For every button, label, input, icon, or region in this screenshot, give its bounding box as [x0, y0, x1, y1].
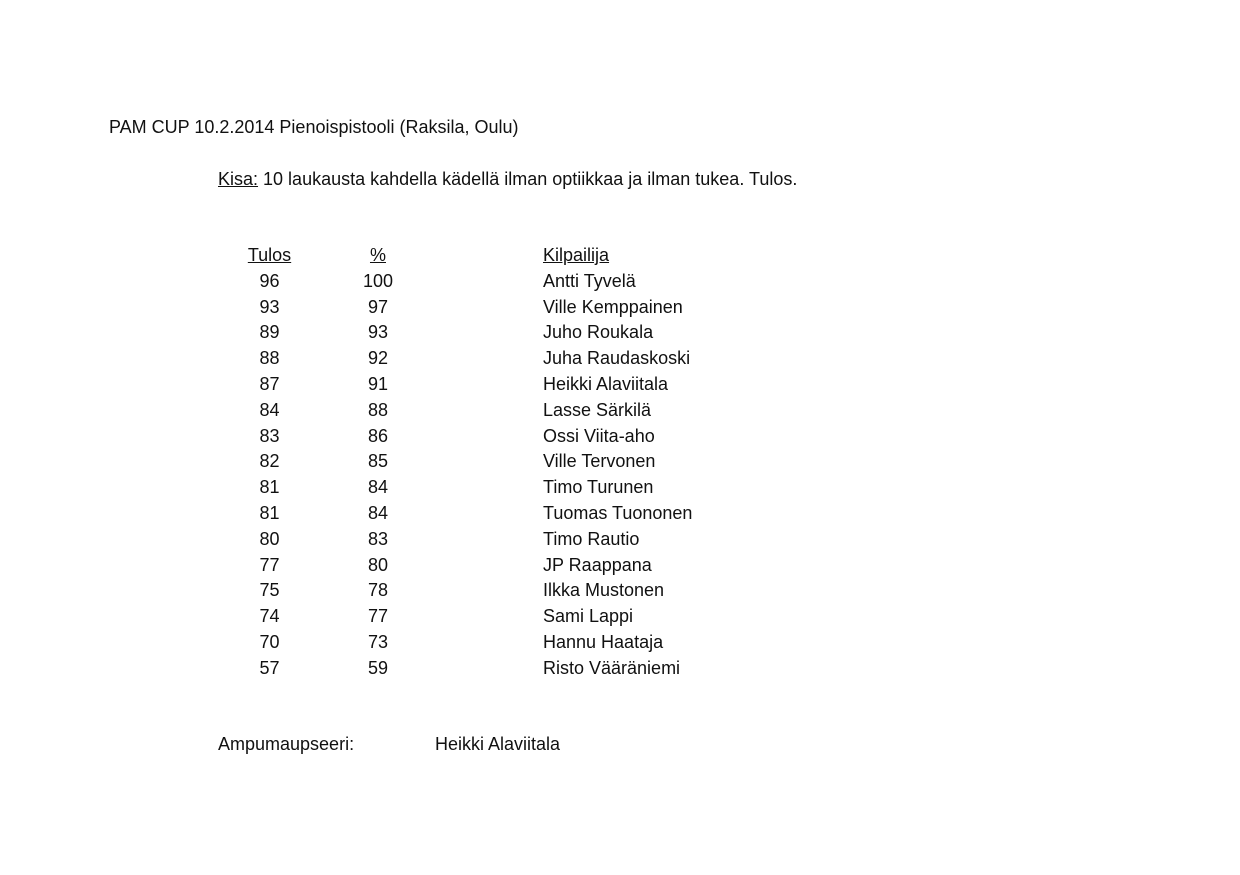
percent-cell: 97: [367, 296, 389, 317]
table-row: [218, 295, 918, 321]
score-cell: 88: [259, 348, 280, 369]
table-row: [218, 320, 918, 346]
table-row: [218, 372, 918, 398]
competitor-cell: Ville Kemppainen: [543, 296, 683, 317]
table-row: [218, 656, 918, 682]
table-row: [218, 630, 918, 656]
page-title: PAM CUP 10.2.2014 Pienoispistooli (Raksila, Oulu): [109, 117, 519, 137]
competitor-cell: Timo Rautio: [543, 528, 640, 549]
percent-cell: 84: [367, 502, 389, 523]
range-officer: [218, 732, 561, 756]
percent-cell: 92: [367, 348, 389, 369]
competitor-cell: Ossi Viita-aho: [543, 425, 655, 446]
header-score: [218, 243, 321, 269]
contest-text: 10 laukausta kahdella kädellä ilman optiikkaa ja ilman tukea. Tulos.: [258, 169, 798, 189]
score-cell: 57: [259, 657, 280, 678]
score-cell: 82: [259, 451, 280, 472]
header-competitor: [543, 243, 609, 269]
header-competitor-label: Kilpailija: [543, 245, 610, 265]
table-row: [218, 449, 918, 475]
percent-cell: 85: [367, 451, 389, 472]
percent-cell: 80: [367, 554, 389, 575]
competitor-cell: Ville Tervonen: [543, 451, 656, 472]
results-header-row: [218, 243, 918, 269]
header-score-label: Tulos: [247, 245, 292, 265]
header-percent-label: %: [369, 245, 386, 265]
competitor-cell: Timo Turunen: [543, 477, 654, 498]
table-row: [218, 553, 918, 579]
competitor-cell: Lasse Särkilä: [543, 399, 652, 420]
score-cell: 89: [259, 322, 280, 343]
table-row: [218, 578, 918, 604]
table-row: [218, 475, 918, 501]
table-row: [218, 424, 918, 450]
score-cell: 87: [259, 373, 280, 394]
score-cell: 77: [259, 554, 280, 575]
percent-cell: 86: [367, 425, 389, 446]
table-row: [218, 604, 918, 630]
table-row: [218, 527, 918, 553]
contest-description: [218, 167, 797, 191]
score-cell: 70: [259, 631, 280, 652]
results-table: [218, 243, 918, 682]
percent-cell: 59: [367, 657, 389, 678]
score-cell: 93: [259, 296, 280, 317]
header-percent: [328, 243, 428, 269]
score-cell: 80: [259, 528, 280, 549]
score-cell: 84: [259, 399, 280, 420]
competitor-cell: Juha Raudaskoski: [543, 348, 691, 369]
percent-cell: 91: [367, 373, 389, 394]
score-cell: 81: [259, 502, 280, 523]
score-cell: 83: [259, 425, 280, 446]
competitor-cell: Sami Lappi: [543, 606, 634, 627]
percent-cell: 93: [367, 322, 389, 343]
competitor-cell: Risto Vääräniemi: [543, 657, 681, 678]
competitor-cell: Heikki Alaviitala: [543, 373, 669, 394]
competitor-cell: Antti Tyvelä: [543, 270, 636, 291]
competitor-cell: Hannu Haataja: [543, 631, 664, 652]
competitor-cell: Ilkka Mustonen: [543, 580, 665, 601]
percent-cell: 73: [367, 631, 389, 652]
competitor-cell: Juho Roukala: [543, 322, 654, 343]
score-cell: 96: [259, 270, 280, 291]
table-row: [218, 346, 918, 372]
competitor-cell: JP Raappana: [543, 554, 652, 575]
score-cell: 75: [259, 580, 280, 601]
contest-label: Kisa:: [218, 169, 259, 189]
score-cell: 81: [259, 477, 280, 498]
percent-cell: 78: [367, 580, 389, 601]
percent-cell: 84: [367, 477, 389, 498]
officer-name: Heikki Alaviitala: [435, 734, 561, 754]
table-row: [218, 501, 918, 527]
table-row: [218, 269, 918, 295]
percent-cell: 83: [367, 528, 389, 549]
competitor-cell: Tuomas Tuononen: [543, 502, 693, 523]
score-cell: 74: [259, 606, 280, 627]
officer-label: Ampumaupseeri:: [218, 734, 355, 754]
percent-cell: 77: [367, 606, 389, 627]
table-row: [218, 398, 918, 424]
percent-cell: 100: [362, 270, 394, 291]
percent-cell: 88: [367, 399, 389, 420]
